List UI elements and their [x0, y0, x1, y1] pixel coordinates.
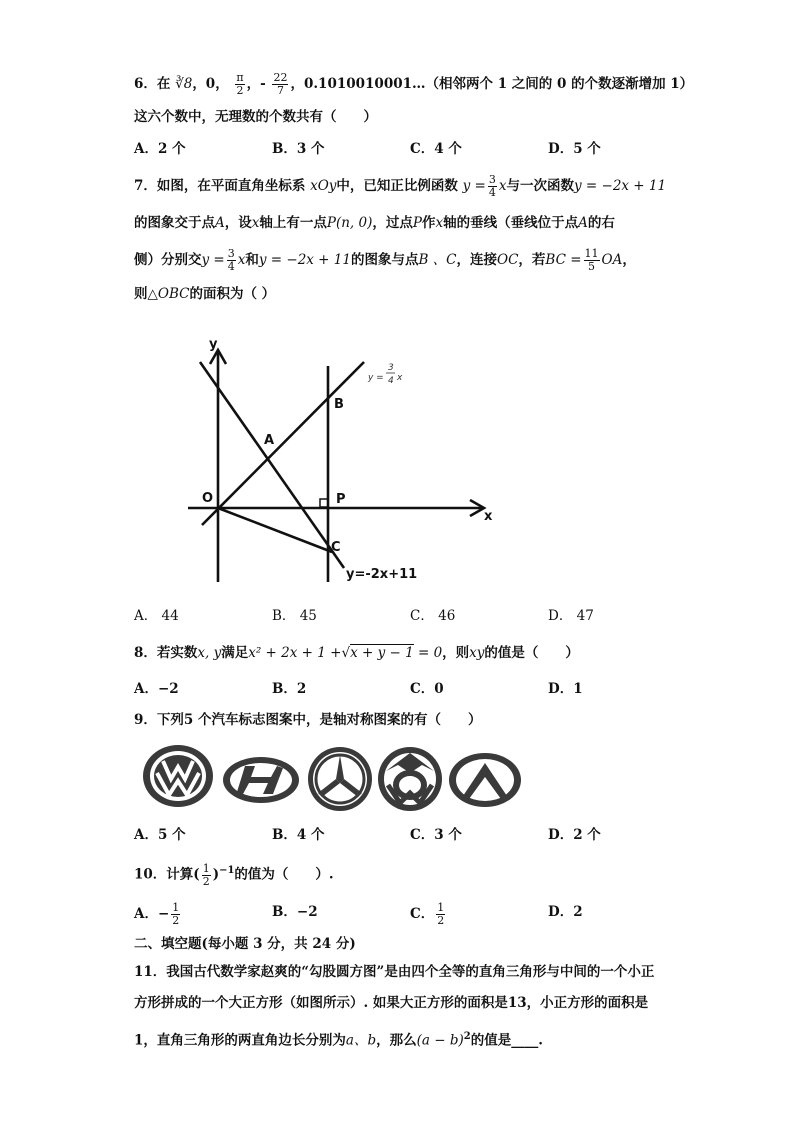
mercedes-logo-icon	[306, 745, 374, 813]
q6-option-a: A．2 个	[134, 141, 186, 157]
q6-line1	[134, 72, 693, 97]
label-y: y	[209, 337, 218, 352]
q7-option-c: C． 46	[410, 608, 456, 624]
hyundai-logo-icon	[221, 755, 301, 805]
q6-text: ，0，	[192, 76, 229, 92]
q7-line1: 7．如图，在平面直角坐标系 xOy中，已知正比例函数 y = $\frac{3}{4}$ x与一次函数y = −2x + 11	[134, 173, 667, 199]
q9-option-a: A．5 个	[134, 827, 186, 843]
q7-line4: 则△OBC的面积为（ ）	[134, 286, 276, 302]
q10-option-d: D．2	[548, 904, 583, 920]
label-o: O	[202, 491, 214, 506]
label-eq1-x: x	[397, 373, 403, 383]
q8-option-a: A．−2	[134, 681, 179, 697]
q7-line2: 的图象交于点A，设x轴上有一点P(n, 0)，过点P作x轴的垂线（垂线位于点A的右	[134, 215, 615, 231]
vw-logo-icon	[141, 743, 215, 809]
q6-text: 在	[156, 76, 171, 92]
q7-frac-3-4: $\frac{3}{4}$	[488, 173, 496, 199]
q7-option-d: D． 47	[548, 608, 594, 624]
label-p: P	[336, 492, 346, 507]
brilliance-logo-icon	[376, 745, 444, 813]
q7-line3: 侧）分别交y = $\frac{3}{4}$ x和y = −2x + 11的图象与点B 、C，连接OC，若BC = $\frac{11}{5}$ OA，	[134, 247, 636, 273]
q7-option-b: B． 45	[272, 608, 317, 624]
segment-oc	[218, 508, 332, 552]
q7-coordinate-graph	[180, 328, 510, 588]
q10-option-b: B．−2	[272, 904, 318, 920]
q10-option-c: C． $\frac{1}{2}$	[410, 901, 445, 927]
infiniti-logo-icon	[447, 751, 523, 809]
q7-option-a: A． 44	[134, 608, 179, 624]
label-eq1-y: y =	[368, 373, 384, 383]
q8-option-b: B．2	[272, 681, 307, 697]
q8-option-d: D．1	[548, 681, 583, 697]
q8-line: 8．若实数x, y满足x² + 2x + 1 +√x + y − 1 = 0，则xy的值是（ ）	[134, 645, 579, 661]
q6-option-b: B．3 个	[272, 141, 325, 157]
label-eq1-num: 3	[388, 363, 394, 373]
label-c: C	[331, 540, 341, 555]
q6-option-c: C．4 个	[410, 141, 462, 157]
q6-number: 6．	[134, 76, 157, 92]
q6-text: ，0.1010010001…（相邻两个 1 之间的 0 的个数逐渐增加 1）	[290, 76, 694, 92]
label-x: x	[484, 509, 493, 524]
label-b: B	[334, 397, 344, 412]
label-a: A	[264, 433, 275, 448]
q6-option-d: D．5 个	[548, 141, 601, 157]
sqrt-sign: √	[341, 645, 351, 661]
q9-option-d: D．2 个	[548, 827, 601, 843]
line-y-minus-2x-11	[200, 362, 344, 568]
section-2-heading: 二、填空题(每小题 3 分，共 24 分)	[134, 936, 356, 952]
q11-line1: 11．我国古代数学家赵爽的“勾股圆方图”是由四个全等的直角三角形与中间的一个小正	[134, 964, 655, 980]
q6-text: ，-	[246, 76, 266, 92]
q6-22-7-fraction: $\frac{22}{7}$	[273, 71, 288, 97]
q8-option-c: C．0	[410, 681, 444, 697]
q6-cube-root: ∛8	[175, 76, 193, 92]
label-eq1-den: 4	[388, 376, 394, 386]
q6-line2: 这六个数中，无理数的个数共有（ ）	[134, 109, 377, 125]
q9-line: 9．下列5 个汽车标志图案中，是轴对称图案的有（ ）	[134, 712, 482, 728]
q10-line: 10．计算( $\frac{1}{2}$ )$^{-1}$的值为（ ）.	[134, 861, 334, 888]
q11-line3: 1，直角三角形的两直角边长分别为a、b，那么$(a - b)^2$的值是____.	[134, 1031, 543, 1049]
label-eq2: y=-2x+11	[346, 567, 418, 582]
q9-option-b: B．4 个	[272, 827, 325, 843]
q10-option-a: A．− $\frac{1}{2}$	[134, 901, 180, 927]
q11-line2: 方形拼成的一个大正方形（如图所示）. 如果大正方形的面积是13，小正方形的面积是	[134, 995, 649, 1011]
q6-pi-fraction: $\frac{\pi}{2}$	[236, 71, 244, 97]
q7-frac-11-5: $\frac{11}{5}$	[584, 247, 599, 273]
q9-option-c: C．3 个	[410, 827, 462, 843]
